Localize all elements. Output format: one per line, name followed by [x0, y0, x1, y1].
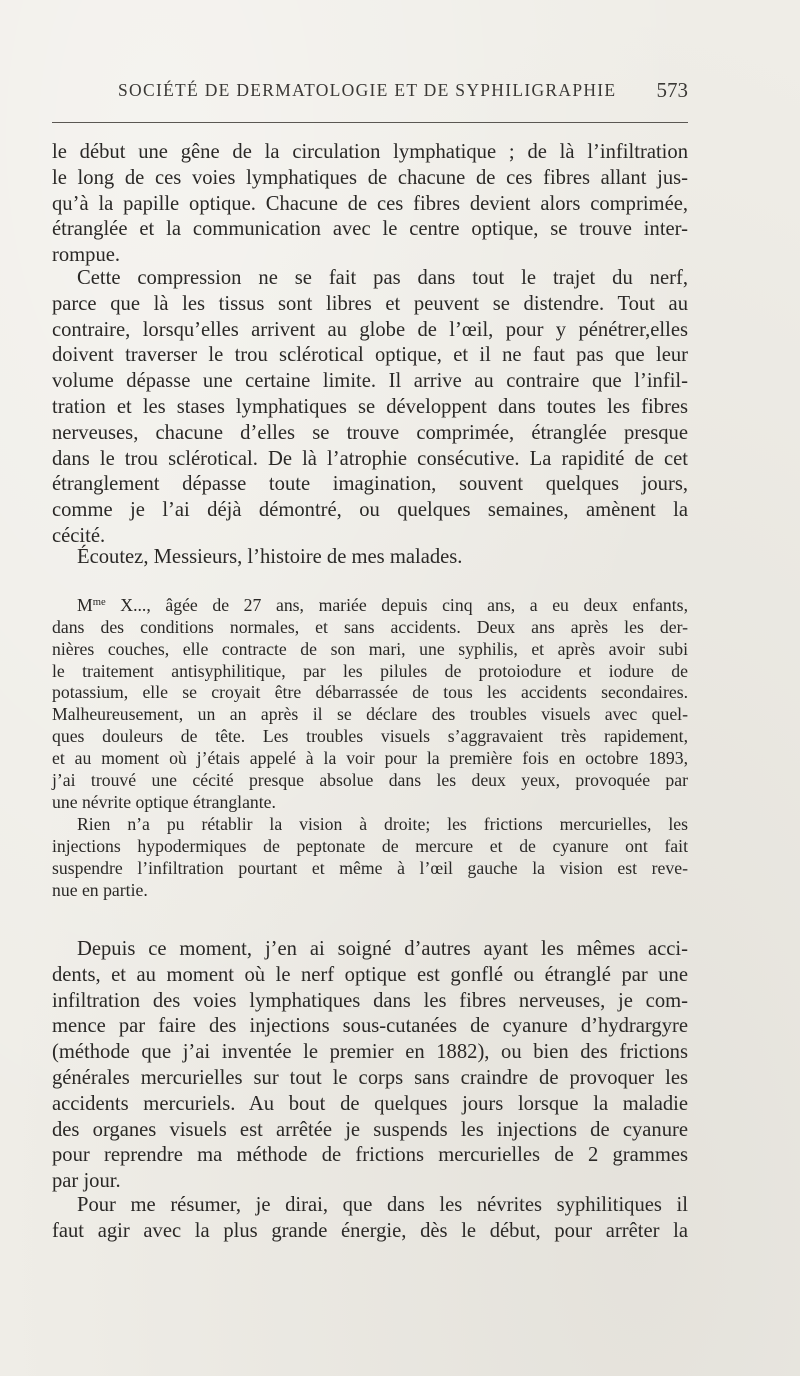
text-line: le long de ces voies lymphatiques de chacune de ces fibres allant jus-	[52, 166, 688, 189]
text-line: dans le trou sclérotical. De là l’atrophie consécutive. La rapidité de cet	[52, 447, 688, 470]
paragraph-compression	[52, 266, 688, 550]
text-line: Rien n’a pu rétablir la vision à droite; les frictions mercurielles, les	[77, 813, 688, 834]
text-line: des organes visuels est arrêtée je suspends les injections de cyanure	[52, 1118, 688, 1141]
text-line: nières couches, elle contracte de son mari, une syphilis, et après avoir subi	[52, 638, 688, 659]
text-line: volume dépasse une certaine limite. Il arrive au contraire que l’infil-	[52, 370, 688, 393]
header-title: SOCIÉTÉ DE DERMATOLOGIE ET DE SYPHILIGRAPHIE	[118, 80, 617, 100]
text-line: étranglée et la communication avec le centre optique, se trouve inter-	[52, 218, 688, 241]
text-line: rompue.	[52, 244, 121, 267]
text-line: Depuis ce moment, j’en ai soigné d’autres ayant les mêmes acci-	[77, 938, 688, 960]
running-header	[118, 80, 688, 110]
page-number: 573	[656, 78, 688, 102]
text-line: injections hypodermiques de peptonate de mercure et de cyanure ont fait	[52, 835, 688, 856]
text-line: nue en partie.	[52, 879, 148, 900]
text-line: le début une gêne de la circulation lymphatique ; de là l’infiltration	[52, 141, 688, 163]
text-line: accidents mercuriels. Au bout de quelques jours lorsque la maladie	[52, 1092, 688, 1115]
case-first-line: X..., âgée de 27 ans, mariée depuis cinq ans, a eu deux enfants,	[105, 594, 688, 615]
paragraph-treatment	[52, 937, 688, 1195]
text-line: comme je l’ai déjà démontré, ou quelques semaines, amènent la	[52, 499, 688, 522]
text-line: générales mercurielles sur tout le corps sans craindre de provoquer les	[52, 1066, 688, 1089]
text-line: doivent traverser le trou sclérotical optique, et il ne faut pas que leur	[52, 344, 688, 367]
text-line: infiltration des voies lymphatiques dans les fibres nerveuses, je com-	[52, 989, 688, 1012]
text-line: ques douleurs de tête. Les troubles visuels s’aggravaient très rapidement,	[52, 726, 688, 747]
text-line: potassium, elle se croyait être débarrassée de tous les accidents secondaires.	[52, 682, 688, 703]
text-line: cécité.	[52, 524, 106, 547]
text-line: dents, et au moment où le nerf optique est gonflé ou étranglé par une	[52, 963, 688, 986]
text-line: qu’à la papille optique. Chacune de ces fibres devient alors comprimée,	[52, 192, 688, 215]
paragraph-ecoutez	[52, 545, 688, 571]
text-line: étranglement dépasse toute imagination, souvent quelques jours,	[52, 473, 688, 496]
case-title-sup: me	[92, 597, 106, 608]
text-line: dans des conditions normales, et sans accidents. Deux ans après les der-	[52, 616, 688, 637]
case-title-prefix: M	[77, 594, 93, 615]
text-line: par jour.	[52, 1170, 121, 1193]
text-line: suspendre l’infiltration pourtant et même à l’œil gauche la vision est reve-	[52, 857, 688, 878]
text-line: tration et les stases lymphatiques se développent dans toutes les fibres	[52, 395, 688, 418]
text-line: et au moment où j’étais appelé à la voir pour la première fois en octobre 1893,	[52, 748, 688, 769]
text-line: j’ai trouvé une cécité presque absolue dans les deux yeux, provoquée par	[52, 770, 688, 791]
text-line: contraire, lorsqu’elles arrivent au globe de l’œil, pour y pénétrer,elles	[52, 318, 688, 341]
text-line: pour reprendre ma méthode de frictions mercurielles de 2 grammes	[52, 1144, 688, 1167]
text-line: Écoutez, Messieurs, l’histoire de mes malades.	[77, 546, 463, 568]
text-line: faut agir avec la plus grande énergie, dès le début, pour arrêter la	[52, 1219, 688, 1242]
text-line: Pour me résumer, je dirai, que dans les névrites syphilitiques il	[77, 1194, 688, 1216]
text-line: nerveuses, chacune d’elles se trouve comprimée, étranglée presque	[52, 421, 688, 444]
text-line: parce que là les tissus sont libres et peuvent se distendre. Tout au	[52, 292, 688, 315]
case-report	[52, 592, 688, 902]
paragraph-summary	[52, 1193, 688, 1245]
paragraph-continuation	[52, 140, 688, 269]
text-line: une névrite optique étranglante.	[52, 791, 276, 812]
text-line: Malheureusement, un an après il se déclare des troubles visuels avec quel-	[52, 704, 688, 725]
text-line: Cette compression ne se fait pas dans tout le trajet du nerf,	[77, 267, 688, 289]
text-line: le traitement antisyphilitique, par les pilules de protoiodure et iodure de	[52, 660, 688, 681]
text-line	[52, 592, 688, 617]
text-line: mence par faire des injections sous-cutanées de cyanure d’hydrargyre	[52, 1015, 688, 1038]
header-rule	[52, 122, 688, 123]
text-line: (méthode que j’ai inventée le premier en 1882), ou bien des frictions	[52, 1041, 688, 1064]
